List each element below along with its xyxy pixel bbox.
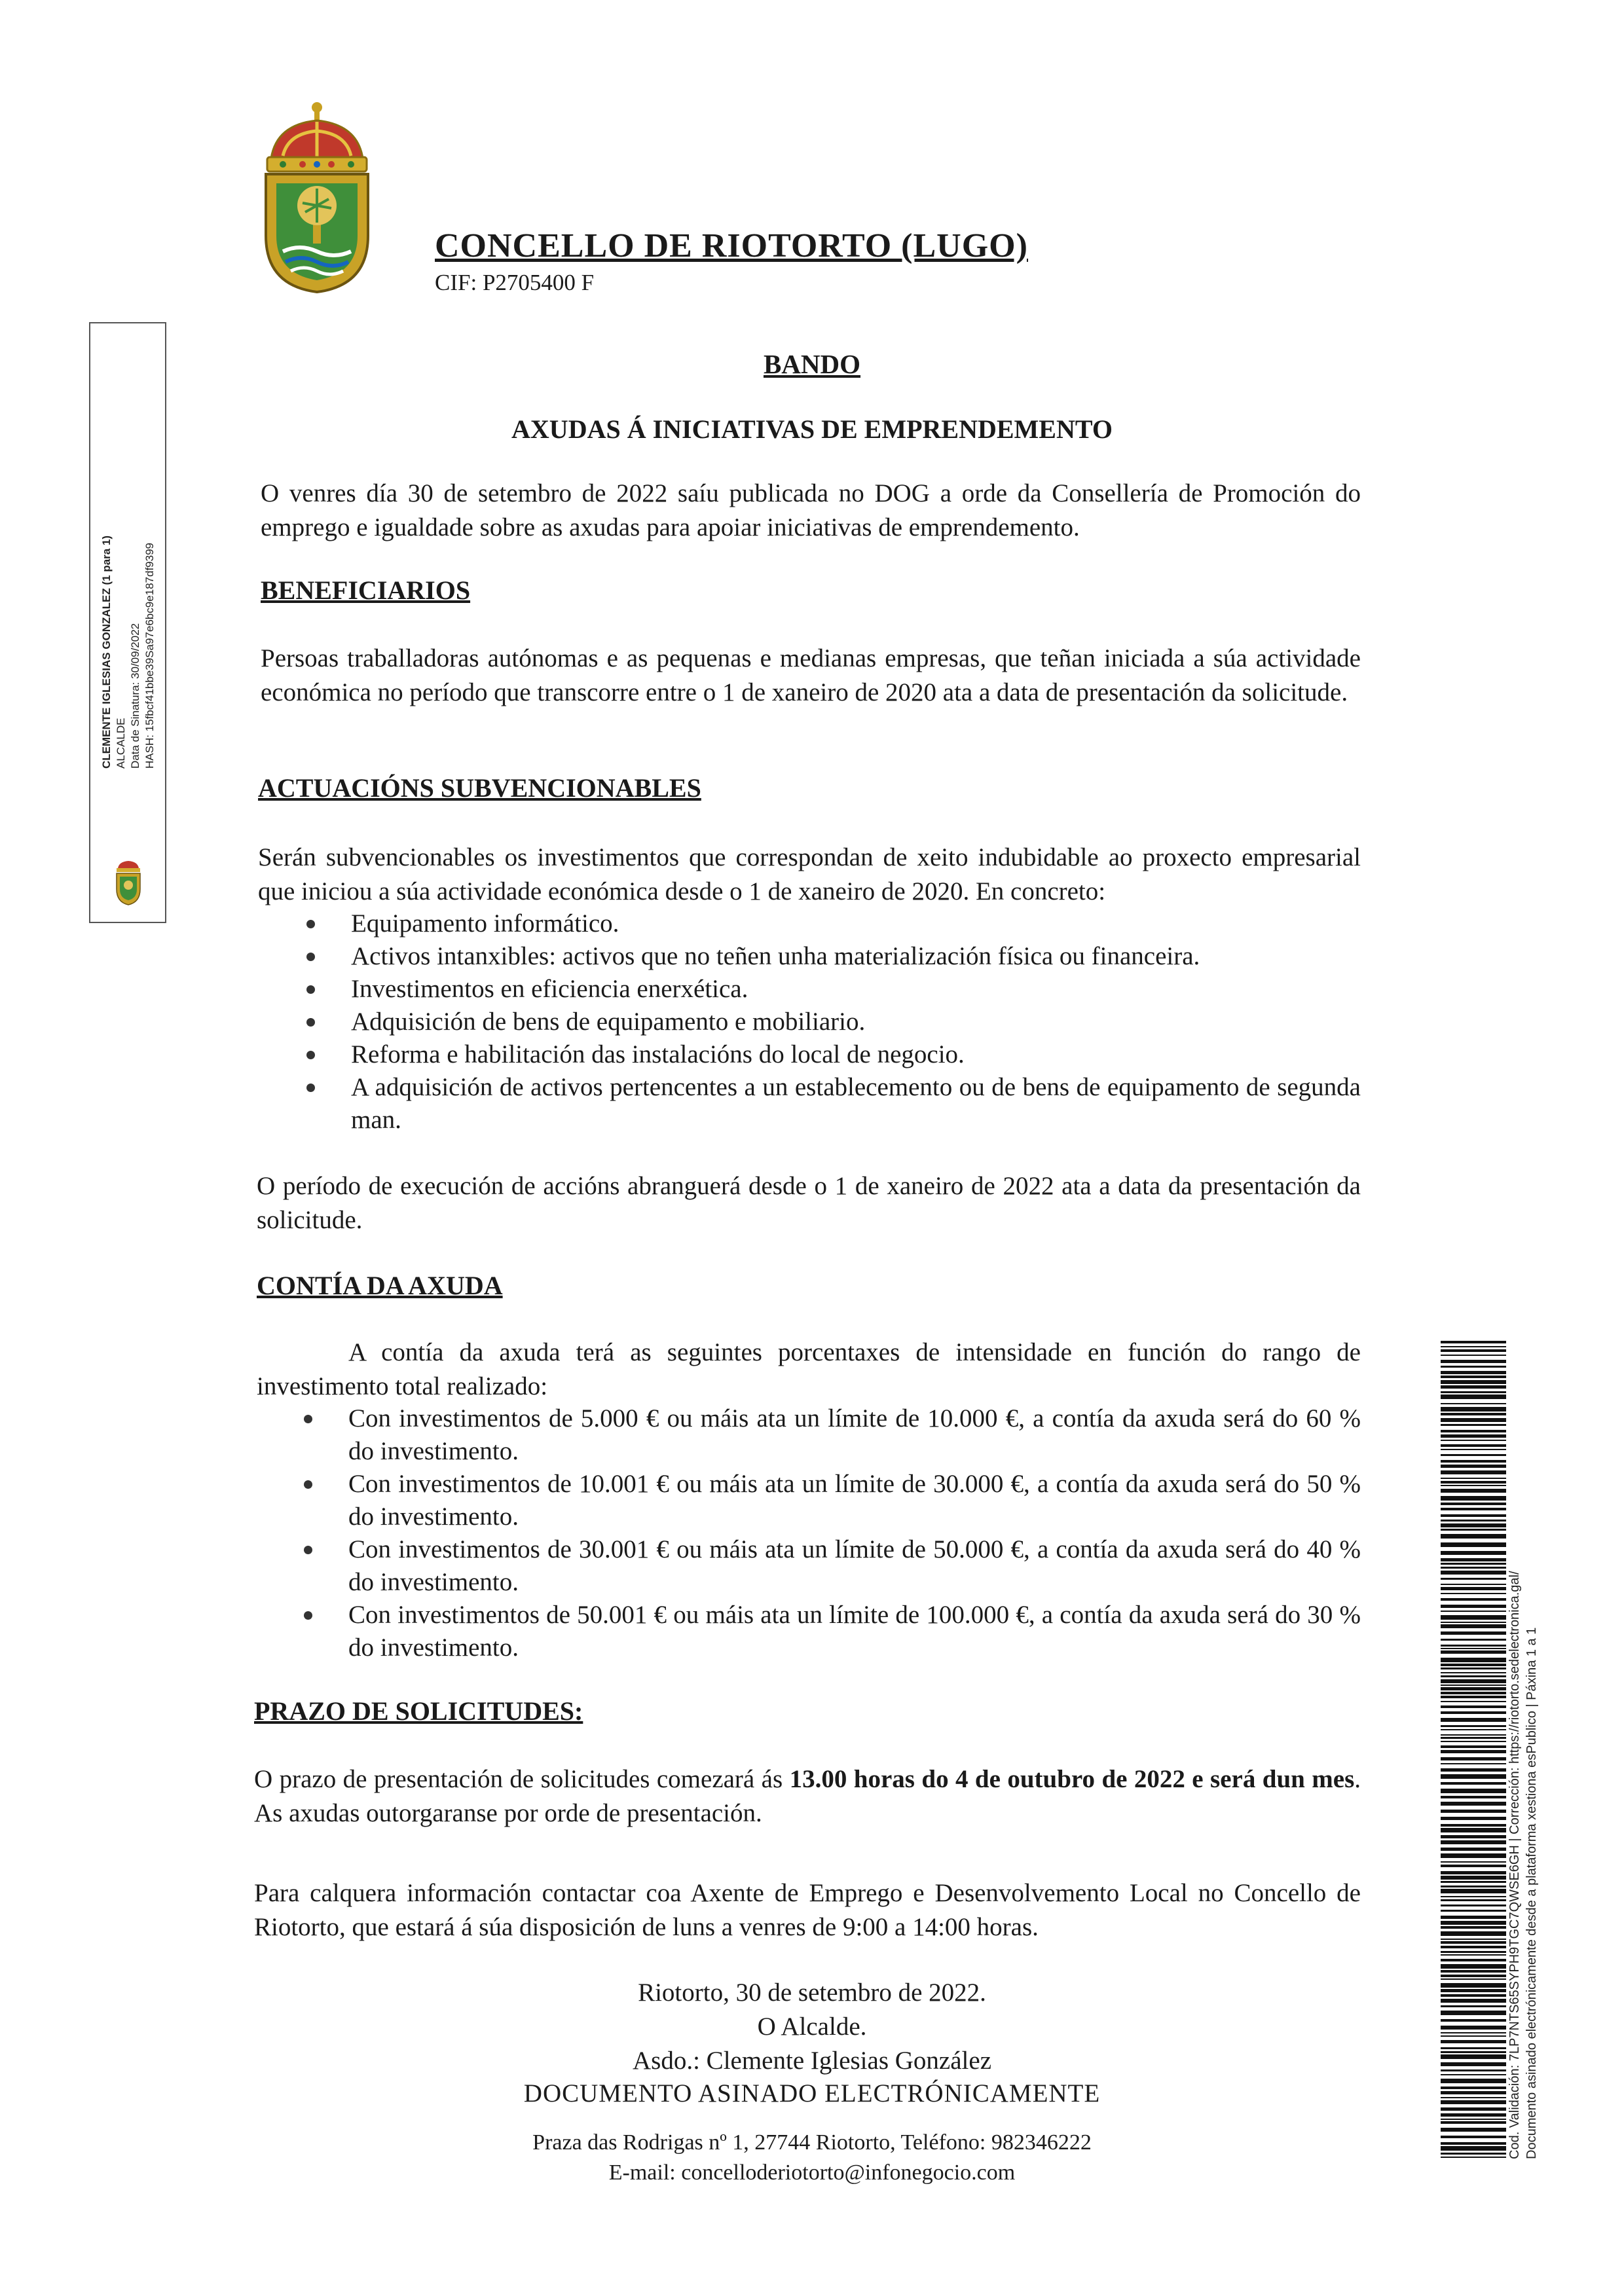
barcode-bar <box>1441 1664 1506 1666</box>
signature-place-date: Riotorto, 30 de setembro de 2022. <box>638 1978 986 2007</box>
bullet-icon <box>306 1018 315 1027</box>
barcode-bar <box>1441 1899 1506 1901</box>
list-item-text: Adquisición de bens de equipamento e mobiliario. <box>351 1008 866 1036</box>
intro-paragraph: O venres día 30 de setembro de 2022 saíu publicada no DOG a orde da Consellería de Promoción do emprego e igualdade sobre as axudas para apoiar iniciativas de emprendemento. <box>261 479 1361 541</box>
barcode-bar <box>1441 1782 1506 1785</box>
barcode-bar <box>1441 1789 1506 1793</box>
barcode-bar <box>1441 1941 1506 1944</box>
beneficiarios-heading: BENEFICIARIOS <box>261 575 471 605</box>
barcode-bar <box>1441 1774 1506 1779</box>
verification-code: Cod. Validación: 7LP7NTS65SYPH9TGC7QWSE6GH | Corrección: https://riotorto.sedelectronica.gal/ <box>1507 1571 1522 2159</box>
list-item <box>348 1402 1361 1468</box>
barcode-bar <box>1441 2026 1506 2030</box>
barcode-bar <box>1441 1571 1506 1575</box>
bullet-icon <box>304 1480 312 1489</box>
signature-electronic-note: DOCUMENTO ASINADO ELECTRÓNICAMENTE <box>523 2079 1101 2107</box>
barcode-bar <box>1441 2091 1506 2094</box>
barcode-bar <box>1441 1718 1506 1722</box>
barcode-bar <box>1441 1741 1506 1742</box>
bullet-icon <box>306 953 315 961</box>
list-item <box>351 907 1361 940</box>
barcode-bar <box>1441 2054 1506 2059</box>
barcode-bar <box>1441 1904 1506 1906</box>
contia-heading: CONTÍA DA AXUDA <box>257 1271 503 1300</box>
barcode-bar <box>1441 1611 1506 1612</box>
barcode-bar <box>1441 1696 1506 1698</box>
barcode-bar <box>1441 1407 1506 1412</box>
list-item-text: Activos intanxibles: activos que no teñen unha materialización física ou financeira. <box>351 942 1200 970</box>
barcode-bar <box>1441 1380 1506 1384</box>
barcode-bar <box>1441 1598 1506 1601</box>
barcode-bar <box>1441 1424 1506 1426</box>
barcode-bar <box>1441 1376 1506 1378</box>
barcode-bar <box>1441 1750 1506 1753</box>
barcode-bar <box>1441 2146 1506 2151</box>
actuacions-heading: ACTUACIÓNS SUBVENCIONABLES <box>258 773 701 803</box>
barcode-bar <box>1441 1470 1506 1474</box>
barcode-bar <box>1441 1896 1506 1897</box>
barcode-bar <box>1441 1523 1506 1527</box>
signature-stamp <box>89 322 166 923</box>
barcode-bar <box>1441 2062 1506 2066</box>
barcode-bar <box>1441 1430 1506 1432</box>
barcode-bar <box>1441 2142 1506 2145</box>
barcode-bar <box>1441 1729 1506 1730</box>
page-title: CONCELLO DE RIOTORTO (LUGO) <box>435 227 1028 264</box>
document-type-heading <box>0 348 1624 380</box>
barcode-bar <box>1441 1542 1506 1547</box>
barcode-bar <box>1441 1954 1506 1956</box>
barcode-bar <box>1441 2100 1506 2104</box>
barcode-bar <box>1441 2153 1506 2155</box>
barcode-bar <box>1441 1810 1506 1813</box>
document-subtitle: AXUDAS Á INICIATIVAS DE EMPRENDEMENTO <box>511 414 1113 444</box>
barcode-bar <box>1441 1861 1506 1863</box>
barcode-bar <box>1441 1705 1506 1708</box>
barcode-bar <box>1441 1701 1506 1702</box>
barcode-bar <box>1441 1503 1506 1505</box>
barcode-bar <box>1441 2136 1506 2138</box>
barcode-bar <box>1441 1737 1506 1739</box>
barcode-bar <box>1441 1587 1506 1590</box>
barcode-bar <box>1441 1687 1506 1690</box>
list-item <box>351 1038 1361 1071</box>
barcode-bar <box>1441 1959 1506 1961</box>
barcode-bar <box>1441 1939 1506 1940</box>
barcode-bar <box>1441 2121 1506 2124</box>
list-item-text: Con investimentos de 5.000 € ou máis ata un límite de 10.000 €, a contía da axuda será do 60 % do investimento. <box>348 1404 1361 1465</box>
barcode-bar <box>1441 1489 1506 1493</box>
barcode-bar <box>1441 1645 1506 1647</box>
barcode-bar <box>1441 1768 1506 1772</box>
barcode-bar <box>1441 2032 1506 2033</box>
list-item-text: Con investimentos de 50.001 € ou máis ata un límite de 100.000 €, a contía da axuda será do 30 % do investimento. <box>348 1601 1361 1662</box>
stamp-role: ALCALDE <box>115 718 127 769</box>
barcode-bar <box>1441 1615 1506 1620</box>
barcode-bar <box>1441 1725 1506 1727</box>
barcode-bar <box>1441 1931 1506 1936</box>
list-item <box>348 1468 1361 1533</box>
list-item-text: Con investimentos de 30.001 € ou máis ata un límite de 50.000 €, a contía da axuda será do 40 % do investimento. <box>348 1535 1361 1596</box>
barcode-bar <box>1441 1413 1506 1415</box>
barcode-bar <box>1441 1824 1506 1827</box>
barcode-bar <box>1441 1465 1506 1468</box>
barcode-bar <box>1441 1478 1506 1479</box>
bullet-icon <box>306 1084 315 1092</box>
barcode-bar <box>1441 1529 1506 1531</box>
contia-paragraph: A contía da axuda terá as seguintes porcentaxes de intensidade en función do rango de investimento total realizado: <box>257 1338 1361 1400</box>
validation-barcode <box>1441 1341 1506 2159</box>
stamp-signer-name: CLEMENTE IGLESIAS GONZALEZ (1 para 1) <box>100 535 113 769</box>
barcode-bar <box>1441 1796 1506 1798</box>
barcode-bar <box>1441 2086 1506 2089</box>
barcode-bar <box>1441 1366 1506 1368</box>
footer-email: E-mail: concelloderiotorto@infonegocio.com <box>608 2160 1016 2185</box>
stamp-date: Data de Sinatura: 30/09/2022 <box>129 623 141 769</box>
barcode-bar <box>1441 1692 1506 1694</box>
barcode-bar <box>1441 2157 1506 2158</box>
actuacions-paragraph: Serán subvencionables os investimentos que correspondan de xeito indubidable ao proxecto empresarial que iniciou a súa actividade económica desde o 1 de xaneiro de 2020. En concreto: <box>258 843 1361 905</box>
barcode-bar <box>1441 2074 1506 2075</box>
list-item-text: Con investimentos de 10.001 € ou máis ata un límite de 30.000 €, a contía da axuda será do 50 % do investimento. <box>348 1470 1361 1531</box>
list-item <box>348 1533 1361 1599</box>
barcode-bar <box>1441 2047 1506 2049</box>
barcode-bar <box>1441 1881 1506 1883</box>
barcode-bar <box>1441 1745 1506 1748</box>
list-item <box>351 1071 1361 1137</box>
barcode-bar <box>1441 1672 1506 1673</box>
barcode-bar <box>1441 1360 1506 1363</box>
barcode-bar <box>1441 1622 1506 1623</box>
barcode-bar <box>1441 1802 1506 1806</box>
prazo-text-start: O prazo de presentación de solicitudes comezará ás <box>254 1765 790 1793</box>
barcode-bar <box>1441 1946 1506 1948</box>
barcode-bar <box>1441 1558 1506 1561</box>
barcode-bar <box>1441 1853 1506 1858</box>
barcode-bar <box>1441 1817 1506 1820</box>
prazo-deadline: 13.00 horas do 4 de outubro de 2022 e será dun mes <box>789 1765 1355 1793</box>
stamp-crest-icon <box>114 859 143 906</box>
barcode-bar <box>1441 1921 1506 1925</box>
beneficiarios-paragraph: Persoas traballadoras autónomas e as pequenas e medianas empresas, que teñan iniciada a súa actividade económica no período que transcorre entre o 1 de xaneiro de 2020 ata a data de presentación da solicitude. <box>261 644 1361 706</box>
barcode-bar <box>1441 1371 1506 1374</box>
barcode-bar <box>1441 1593 1506 1594</box>
coat-of-arms-logo <box>257 98 377 295</box>
barcode-bar <box>1441 2011 1506 2015</box>
barcode-bar <box>1441 2128 1506 2132</box>
verification-text <box>1506 1452 1565 2159</box>
stamp-text <box>100 494 177 769</box>
barcode-bar <box>1441 1534 1506 1539</box>
barcode-bar <box>1441 1675 1506 1677</box>
barcode-bar <box>1441 1964 1506 1969</box>
bando-label: BANDO <box>763 349 861 379</box>
bullet-icon <box>306 1051 315 1059</box>
barcode-bar <box>1441 2097 1506 2098</box>
barcode-bar <box>1441 1346 1506 1347</box>
barcode-bar <box>1441 1983 1506 1988</box>
barcode-bar <box>1441 1485 1506 1486</box>
list-item-text: Investimentos en eficiencia enerxética. <box>351 975 748 1003</box>
barcode-bar <box>1441 1639 1506 1641</box>
barcode-bar <box>1441 1341 1506 1343</box>
barcode-bar <box>1441 1584 1506 1585</box>
list-item <box>351 1006 1361 1038</box>
barcode-bar <box>1441 1757 1506 1760</box>
list-item-text: Equipamento informático. <box>351 909 619 938</box>
barcode-bar <box>1441 1349 1506 1352</box>
barcode-bar <box>1441 2035 1506 2037</box>
barcode-bar <box>1441 1711 1506 1714</box>
barcode-bar <box>1441 1667 1506 1669</box>
barcode-bar <box>1441 2079 1506 2083</box>
barcode-bar <box>1441 1631 1506 1635</box>
stamp-hash: HASH: 15fbcf41bbe39Sa97e6bc9e187df9399 <box>143 542 156 769</box>
barcode-bar <box>1441 1385 1506 1389</box>
barcode-bar <box>1441 1496 1506 1501</box>
barcode-bar <box>1441 1449 1506 1450</box>
list-item <box>351 940 1361 973</box>
prazo-paragraph <box>254 1762 1361 1831</box>
barcode-bar <box>1441 1865 1506 1867</box>
contia-list <box>348 1402 1361 1664</box>
barcode-bar <box>1441 1624 1506 1628</box>
list-item <box>351 973 1361 1006</box>
barcode-bar <box>1441 1355 1506 1356</box>
barcode-bar <box>1441 1679 1506 1683</box>
barcode-bar <box>1441 1460 1506 1463</box>
barcode-bar <box>1441 1551 1506 1555</box>
barcode-bar <box>1441 1508 1506 1510</box>
barcode-bar <box>1441 1440 1506 1441</box>
barcode-bar <box>1441 1563 1506 1565</box>
barcode-bar <box>1441 1578 1506 1580</box>
barcode-bar <box>1441 1999 1506 2003</box>
cif-number: CIF: P2705400 F <box>435 270 595 295</box>
barcode-bar <box>1441 1835 1506 1838</box>
barcode-bar <box>1441 1444 1506 1447</box>
prazo-text-end: . As axudas outorgaranse por orde de presentación. <box>254 1765 1361 1827</box>
barcode-bar <box>1441 2051 1506 2053</box>
contacto-paragraph: Para calquera información contactar coa Axente de Emprego e Desenvolvemento Local no Concello de Riotorto, que estará á súa disposición de luns a venres de 9:00 a 14:00 horas. <box>254 1879 1361 1941</box>
barcode-bar <box>1441 1926 1506 1929</box>
barcode-bar <box>1441 1840 1506 1844</box>
bullet-icon <box>306 985 315 994</box>
list-item <box>348 1599 1361 1664</box>
bullet-icon <box>304 1415 312 1423</box>
barcode-bar <box>1441 1734 1506 1736</box>
barcode-bar <box>1441 1916 1506 1919</box>
periodo-paragraph: O período de execución de accións abranguerá desde o 1 de xaneiro de 2022 ata a data da presentación da solicitude. <box>257 1172 1361 1234</box>
barcode-bar <box>1441 1658 1506 1662</box>
barcode-bar <box>1441 1970 1506 1973</box>
barcode-bar <box>1441 1514 1506 1517</box>
barcode-bar <box>1441 1391 1506 1393</box>
barcode-bar <box>1441 1978 1506 1980</box>
barcode-bar <box>1441 1848 1506 1851</box>
barcode-bar <box>1441 1605 1506 1608</box>
barcode-bar <box>1441 2107 1506 2111</box>
actuacions-list <box>351 907 1361 1137</box>
barcode-bar <box>1441 1871 1506 1874</box>
barcode-bar <box>1441 1394 1506 1399</box>
barcode-bar <box>1441 1685 1506 1686</box>
list-item-text: A adquisición de activos pertencentes a un establecemento ou de bens de equipamento de segunda man. <box>351 1073 1361 1134</box>
barcode-bar <box>1441 2040 1506 2043</box>
barcode-bar <box>1441 1910 1506 1912</box>
barcode-bar <box>1441 1418 1506 1422</box>
barcode-bar <box>1441 1567 1506 1569</box>
footer-address: Praza das Rodrigas nº 1, 27744 Riotorto, Teléfono: 982346222 <box>532 2130 1092 2155</box>
barcode-bar <box>1441 1889 1506 1893</box>
barcode-bar <box>1441 2019 1506 2022</box>
barcode-bar <box>1441 1994 1506 1997</box>
barcode-bar <box>1441 1989 1506 1992</box>
barcode-bar <box>1441 2005 1506 2007</box>
verification-platform: Documento asinado electrónicamente desde a plataforma xestiona esPublico | Páxina 1 a 1 <box>1524 1627 1539 2159</box>
barcode-bar <box>1441 1520 1506 1522</box>
barcode-bar <box>1441 1975 1506 1977</box>
bullet-icon <box>304 1611 312 1620</box>
barcode-bar <box>1441 1650 1506 1654</box>
bullet-icon <box>304 1546 312 1554</box>
barcode-bar <box>1441 1403 1506 1404</box>
signature-role: O Alcalde. <box>757 2013 867 2041</box>
barcode-bar <box>1441 1876 1506 1880</box>
barcode-bar <box>1441 1951 1506 1953</box>
list-item-text: Reforma e habilitación das instalacións do local de negocio. <box>351 1040 965 1068</box>
barcode-bar <box>1441 1434 1506 1438</box>
bullet-icon <box>306 920 315 928</box>
barcode-bar <box>1441 1886 1506 1887</box>
barcode-bar <box>1441 1828 1506 1832</box>
barcode-bar <box>1441 1763 1506 1764</box>
barcode-bar <box>1441 2069 1506 2071</box>
barcode-bar <box>1441 2113 1506 2117</box>
signature-signer: Asdo.: Clemente Iglesias González <box>633 2047 991 2075</box>
prazo-heading: PRAZO DE SOLICITUDES: <box>254 1696 583 1726</box>
barcode-bar <box>1441 1481 1506 1484</box>
barcode-bar <box>1441 2119 1506 2120</box>
barcode-bar <box>1441 1648 1506 1649</box>
barcode-bar <box>1441 1454 1506 1456</box>
